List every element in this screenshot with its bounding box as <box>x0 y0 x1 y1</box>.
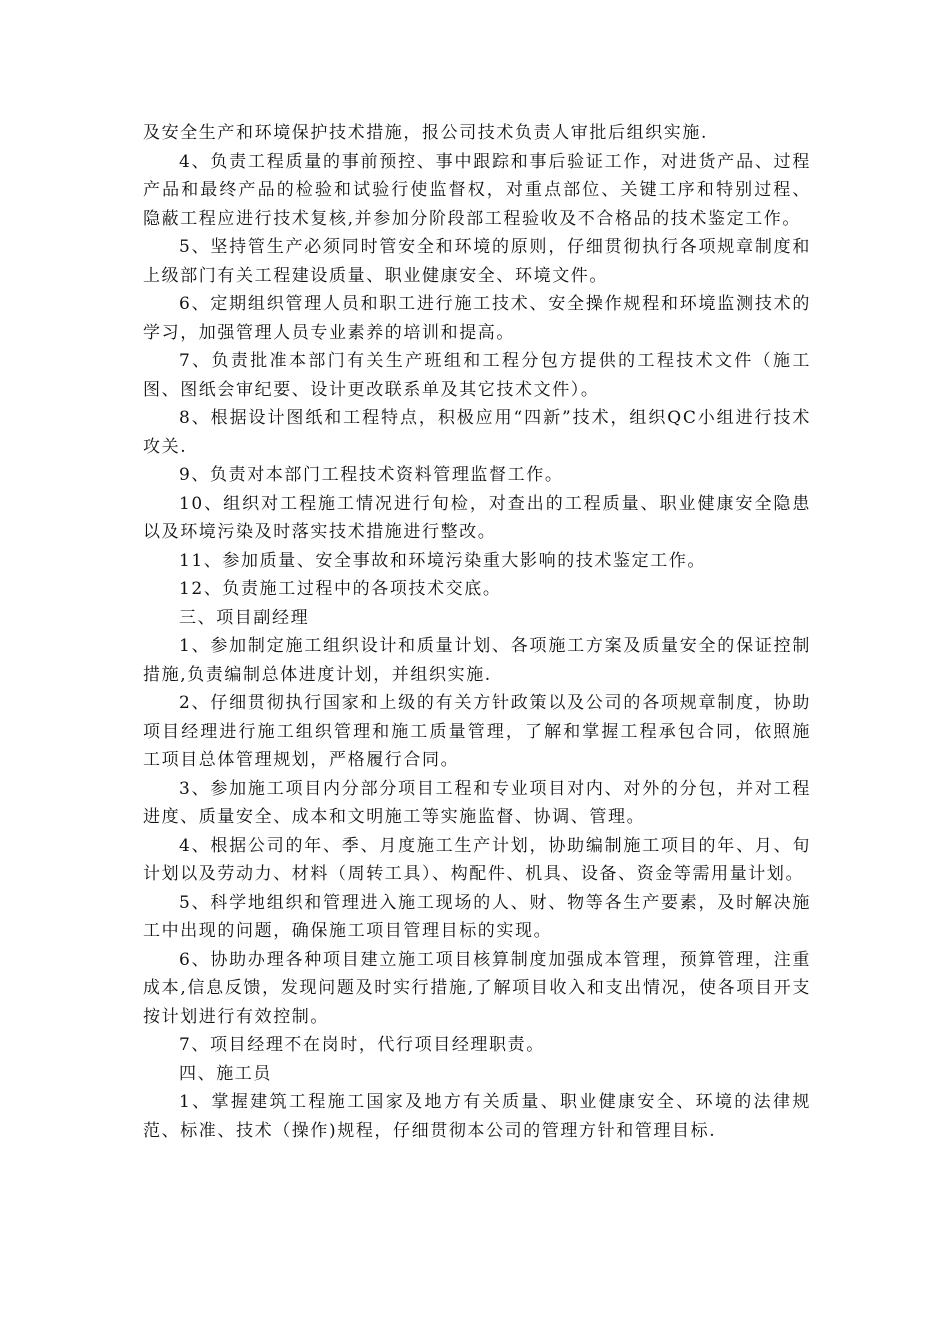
duty-item-4: 4、负责工程质量的事前预控、事中跟踪和事后验证工作，对进货产品、过程产品和最终产品的检验和试验行使监督权，对重点部位、关键工序和特别过程、隐蔽工程应进行技术复核,并参加分阶段部工程验收及不合格品的技术鉴定工作。 <box>143 151 811 229</box>
duty-item-9: 9、负责对本部门工程技术资料管理监督工作。 <box>179 465 564 485</box>
deputy-item-7: 7、项目经理不在岗时，代行项目经理职责。 <box>179 1035 545 1055</box>
deputy-item-1: 1、参加制定施工组织设计和质量计划、各项施工方案及质量安全的保证控制措施,负责编制总体进度计划，并组织实施. <box>143 636 811 685</box>
duty-item-6: 6、定期组织管理人员和职工进行施工技术、安全操作规程和环境监测技术的学习，加强管理人员专业素养的培训和提高。 <box>143 294 811 343</box>
duty-item-8: 8、根据设计图纸和工程特点，积极应用“四新”技术，组织QC小组进行技术攻关. <box>143 408 811 457</box>
duty-item-10: 10、组织对工程施工情况进行旬检，对查出的工程质量、职业健康安全隐患以及环境污染及时落实技术措施进行整改。 <box>143 493 811 542</box>
deputy-item-4: 4、根据公司的年、季、月度施工生产计划，协助编制施工项目的年、月、旬计划以及劳动力、材料（周转工具）、构配件、机具、设备、资金等需用量计划。 <box>143 835 811 884</box>
deputy-item-2: 2、仔细贯彻执行国家和上级的有关方针政策以及公司的各项规章制度，协助项目经理进行施工组织管理和施工质量管理，了解和掌握工程承包合同，依照施工项目总体管理规划，严格履行合同。 <box>143 693 811 770</box>
section-heading-construction-worker: 四、施工员 <box>179 1063 272 1084</box>
document-body <box>143 119 811 1145</box>
section-heading-deputy-manager: 三、项目副经理 <box>179 607 310 628</box>
deputy-item-5: 5、科学地组织和管理进入施工现场的人、财、物等各生产要素，及时解决施工中出现的问题，确保施工项目管理目标的实现。 <box>143 892 811 941</box>
worker-item-1: 1、掌握建筑工程施工国家及地方有关质量、职业健康安全、环境的法律规范、标准、技术（操作)规程，仔细贯彻本公司的管理方针和管理目标. <box>143 1092 811 1141</box>
deputy-item-3: 3、参加施工项目内分部分项目工程和专业项目对内、对外的分包，并对工程进度、质量安全、成本和文明施工等实施监督、协调、管理。 <box>143 778 811 827</box>
duty-item-7: 7、负责批准本部门有关生产班组和工程分包方提供的工程技术文件（施工图、图纸会审纪要、设计更改联系单及其它技术文件）。 <box>143 351 811 400</box>
duty-item-5: 5、坚持管生产必须同时管安全和环境的原则，仔细贯彻执行各项规章制度和上级部门有关工程建设质量、职业健康安全、环境文件。 <box>143 237 811 286</box>
deputy-item-6: 6、协助办理各种项目建立施工项目核算制度加强成本管理，预算管理，注重成本,信息反馈，发现问题及时实行措施,了解项目收入和支出情况，使各项目开支按计划进行有效控制。 <box>143 949 811 1027</box>
duty-item-11: 11、参加质量、安全事故和环境污染重大影响的技术鉴定工作。 <box>179 550 707 571</box>
duty-item-12: 12、负责施工过程中的各项技术交底。 <box>179 579 502 599</box>
paragraph-continued: 及安全生产和环境保护技术措施，报公司技术负责人审批后组织实施. <box>143 123 709 143</box>
